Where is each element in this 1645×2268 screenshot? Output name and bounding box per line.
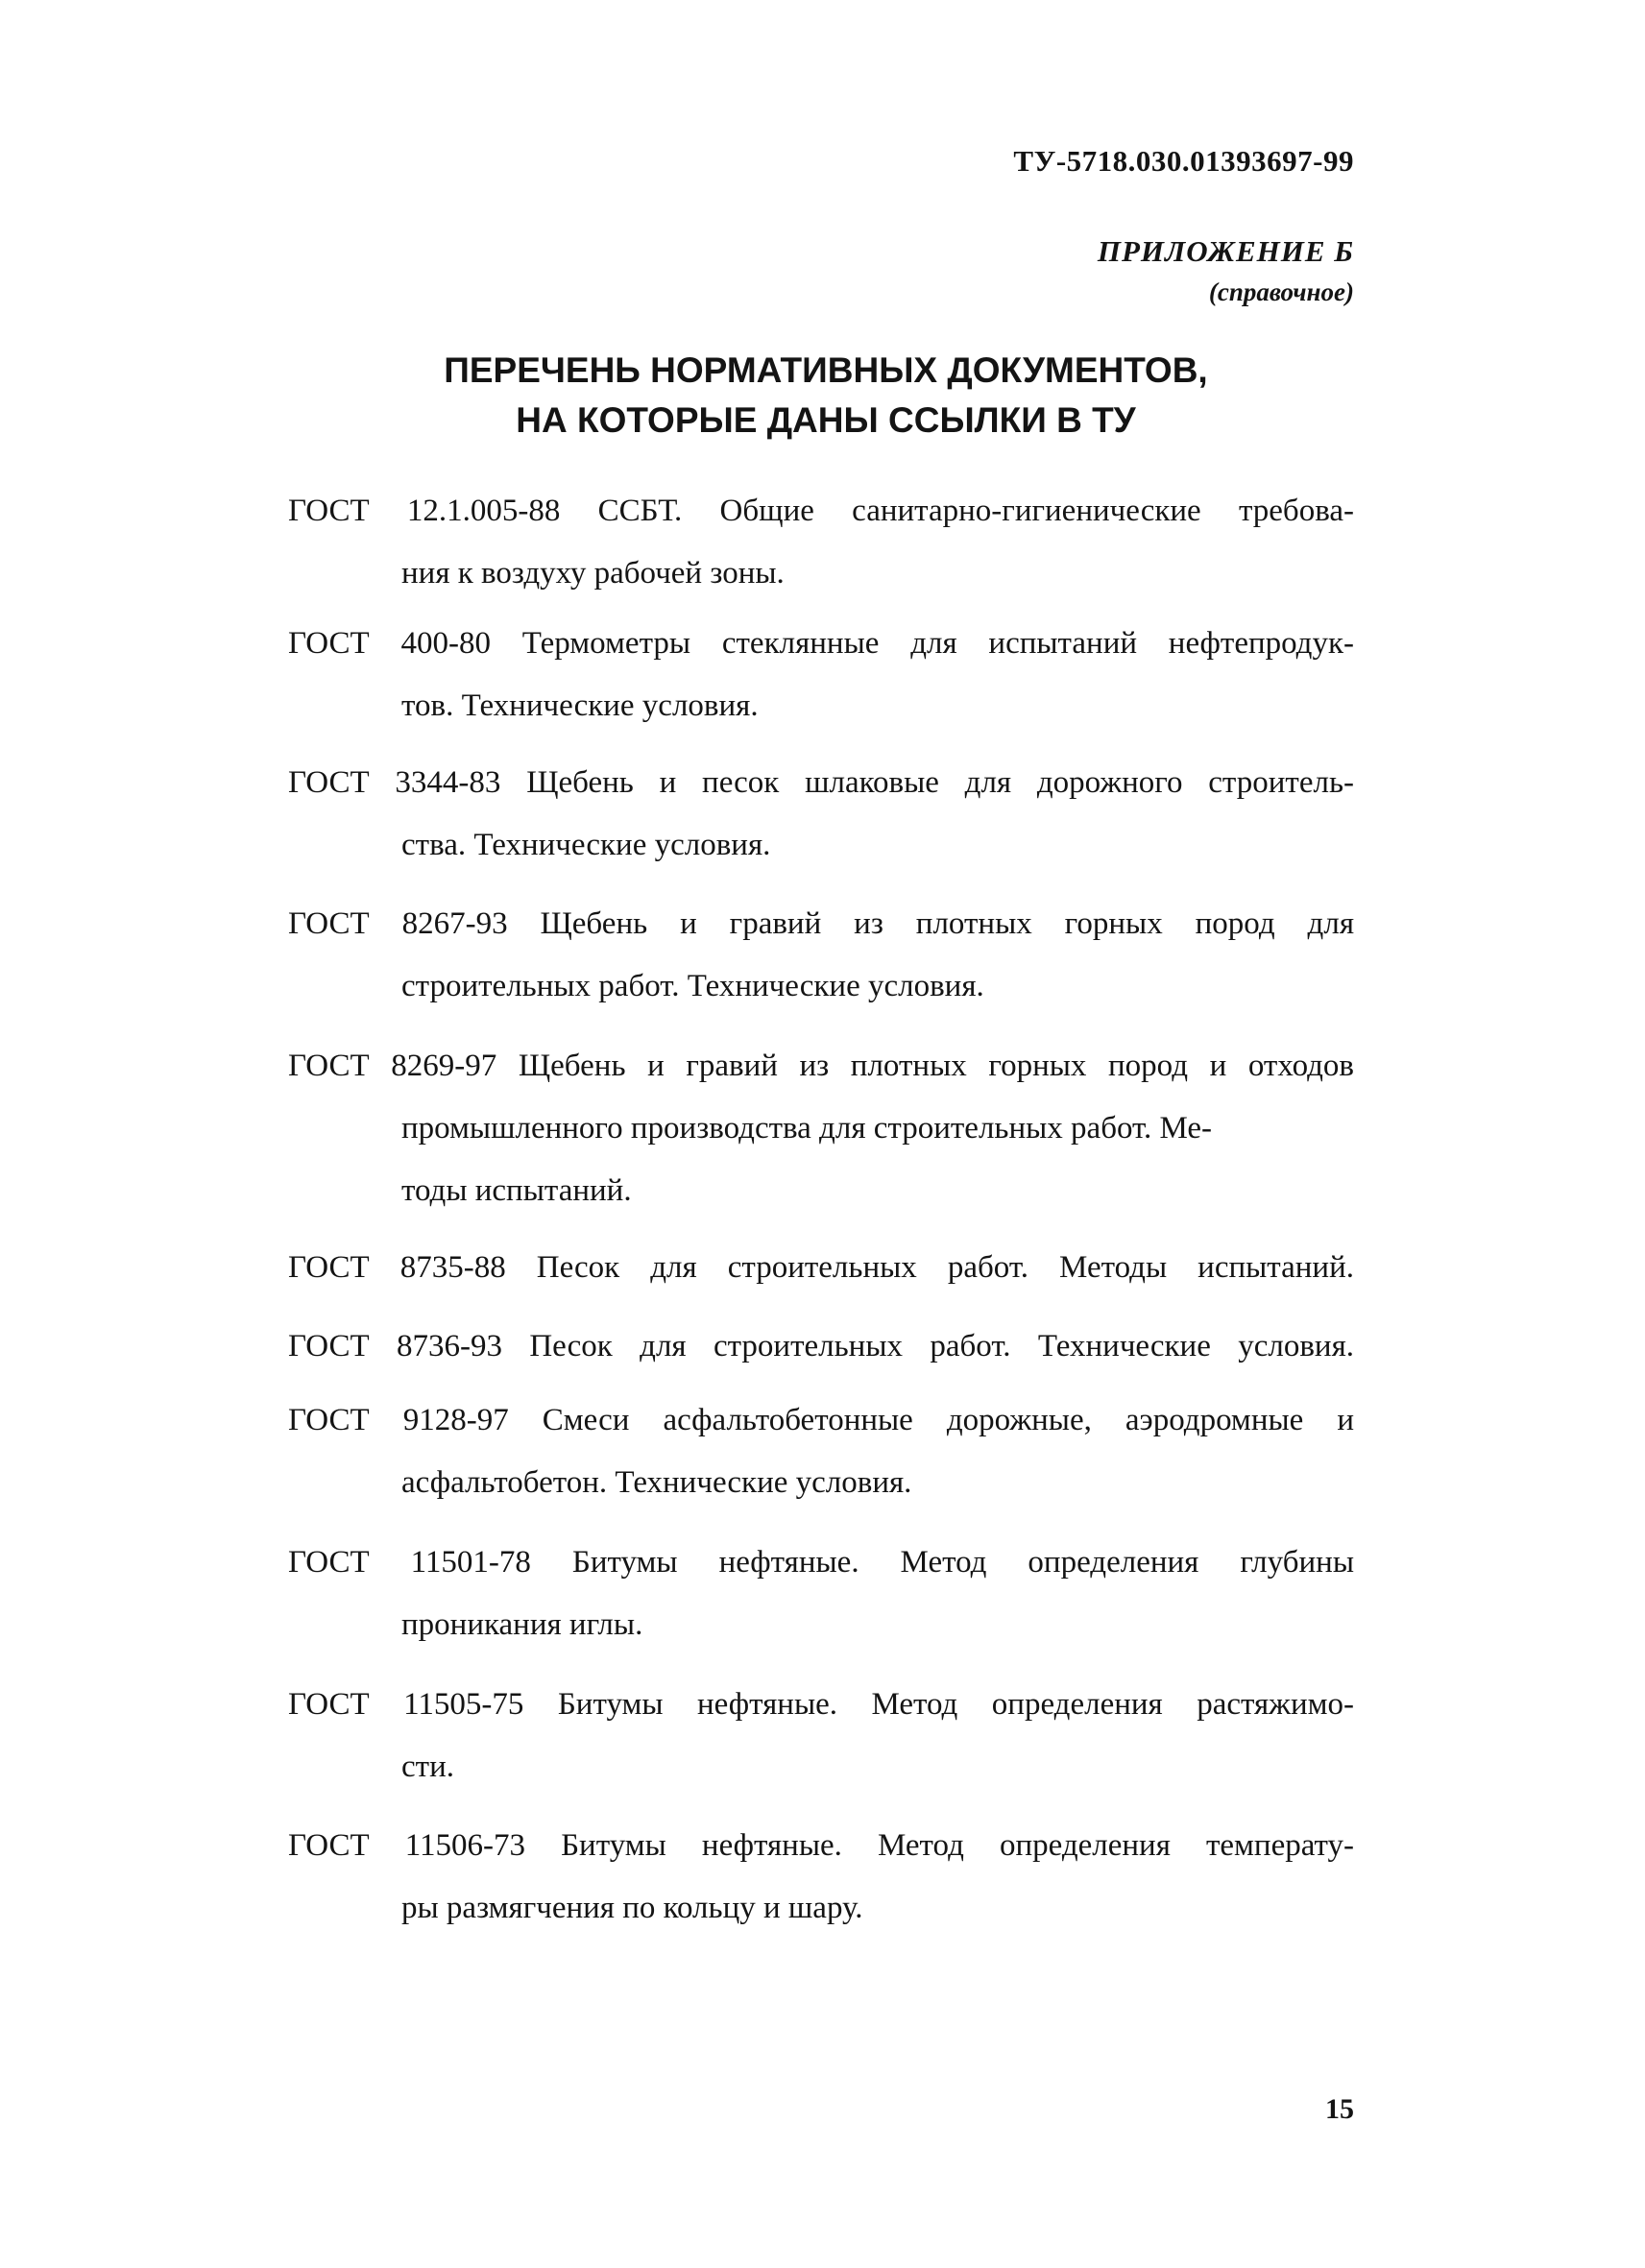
reference-line: ГОСТ 11506-73 Битумы нефтяные. Метод определения температу- — [288, 1828, 1354, 1863]
reference-line: ГОСТ 9128-97 Смеси асфальтобетонные дорожные, аэродромные и — [288, 1403, 1354, 1437]
reference-item — [288, 1532, 1354, 1656]
appendix-kind: (справочное) — [1208, 277, 1354, 306]
reference-continuation: ния к воздуху рабочей зоны. — [401, 556, 785, 591]
page-title-line-1: ПЕРЕЧЕНЬ НОРМАТИВНЫХ ДОКУМЕНТОВ, — [444, 350, 1208, 390]
reference-item — [288, 1674, 1354, 1798]
page-title-line-2: НА КОТОРЫЕ ДАНЫ ССЫЛКИ В ТУ — [516, 400, 1136, 440]
reference-item — [288, 480, 1354, 605]
appendix-title: ПРИЛОЖЕНИЕ Б — [1097, 234, 1354, 268]
reference-line: ГОСТ 11505-75 Битумы нефтяные. Метод определения растяжимо- — [288, 1687, 1354, 1722]
reference-line: ГОСТ 8267-93 Щебень и гравий из плотных горных пород для — [288, 906, 1354, 941]
reference-item — [288, 1315, 1354, 1378]
reference-continuation: проникания иглы. — [401, 1607, 643, 1642]
document-code: ТУ-5718.030.01393697-99 — [1013, 144, 1354, 178]
reference-line: ГОСТ 8735-88 Песок для строительных работ. Методы испытаний. — [288, 1250, 1354, 1285]
reference-item — [288, 1389, 1354, 1514]
reference-line: ГОСТ 11501-78 Битумы нефтяные. Метод определения глубины — [288, 1545, 1354, 1580]
reference-continuation: ры размягчения по кольцу и шару. — [401, 1891, 863, 1925]
reference-line: ГОСТ 8269-97 Щебень и гравий из плотных горных пород и отходов — [288, 1049, 1354, 1083]
reference-item — [288, 1035, 1354, 1222]
reference-continuation: тоды испытаний. — [401, 1173, 632, 1208]
reference-item — [288, 613, 1354, 737]
reference-line: ГОСТ 12.1.005-88 ССБТ. Общие санитарно-гигиенические требова- — [288, 494, 1354, 528]
reference-line: ГОСТ 3344-83 Щебень и песок шлаковые для дорожного строитель- — [288, 765, 1354, 800]
reference-item — [288, 1815, 1354, 1940]
page-number: 15 — [1325, 2093, 1354, 2125]
reference-continuation: тов. Технические условия. — [401, 688, 759, 723]
reference-continuation: асфальтобетон. Технические условия. — [401, 1465, 912, 1500]
reference-item — [288, 752, 1354, 877]
reference-item — [288, 1237, 1354, 1299]
reference-line: ГОСТ 8736-93 Песок для строительных работ. Технические условия. — [288, 1329, 1354, 1363]
reference-item — [288, 893, 1354, 1018]
reference-continuation: ства. Технические условия. — [401, 828, 771, 862]
reference-line: ГОСТ 400-80 Термометры стеклянные для испытаний нефтепродук- — [288, 626, 1354, 661]
reference-continuation: строительных работ. Технические условия. — [401, 969, 984, 1003]
reference-continuation: сти. — [401, 1749, 454, 1784]
reference-continuation: промышленного производства для строительных работ. Ме- — [401, 1111, 1213, 1146]
